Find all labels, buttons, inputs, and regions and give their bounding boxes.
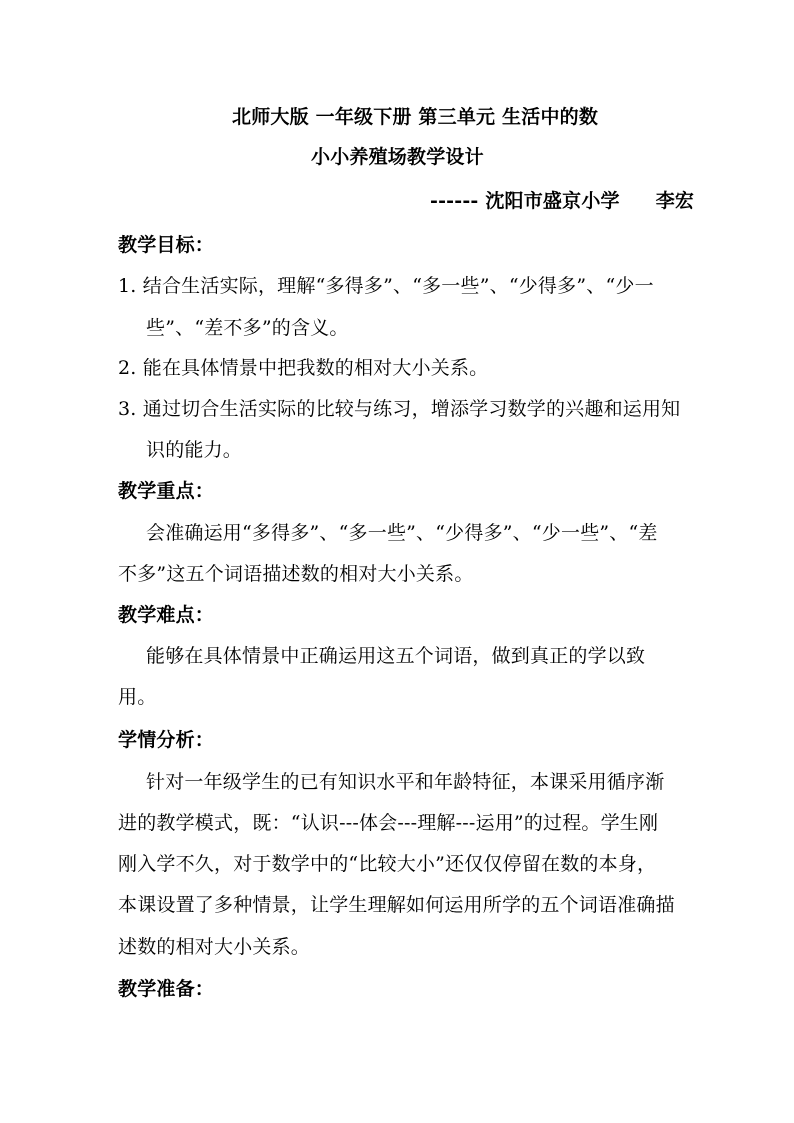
objective-2: 2. 能在具体情景中把我数的相对大小关系。 (118, 357, 489, 379)
analysis-line-4: 本课设置了多种情景，让学生理解如何运用所学的五个词语准确描 (118, 894, 675, 916)
document-title: 北师大版 一年级下册 第三单元 生活中的数 (232, 106, 599, 128)
objective-3-line-2: 识的能力。 (146, 439, 243, 461)
preparation-heading: 教学准备： (118, 978, 215, 1000)
analysis-line-1: 针对一年级学生的已有知识水平和年龄特征，本课采用循序渐 (146, 771, 665, 793)
difficulties-line-2: 用。 (118, 686, 157, 708)
difficulties-heading: 教学难点： (118, 604, 215, 626)
objectives-heading: 教学目标： (118, 234, 215, 256)
objective-1-line-1: 1. 结合生活实际，理解“多得多”、“多一些”、“少得多”、“少一 (118, 275, 654, 297)
document-subtitle: 小小养殖场教学设计 (311, 146, 484, 168)
analysis-heading: 学情分析： (118, 729, 215, 751)
objective-3-line-1: 3. 通过切合生活实际的比较与练习，增添学习数学的兴趣和运用知 (118, 398, 681, 420)
objective-1-line-2: 些”、“差不多”的含义。 (146, 317, 349, 339)
key-points-line-1: 会准确运用“多得多”、“多一些”、“少得多”、“少一些”、“差 (146, 522, 658, 544)
analysis-line-3: 刚入学不久，对于数学中的“比较大小”还仅仅停留在数的本身， (118, 853, 657, 875)
difficulties-line-1: 能够在具体情景中正确运用这五个词语，做到真正的学以致 (146, 645, 646, 667)
author-school: ------ 沈阳市盛京小学 (430, 190, 620, 212)
author-line (430, 189, 695, 213)
analysis-line-5: 述数的相对大小关系。 (118, 936, 311, 958)
key-points-heading: 教学重点： (118, 480, 215, 502)
analysis-line-2: 进的教学模式，既：“认识---体会---理解---运用”的过程。学生刚 (118, 812, 659, 834)
author-name: 李宏 (655, 190, 695, 212)
key-points-line-2: 不多”这五个词语描述数的相对大小关系。 (118, 563, 474, 585)
